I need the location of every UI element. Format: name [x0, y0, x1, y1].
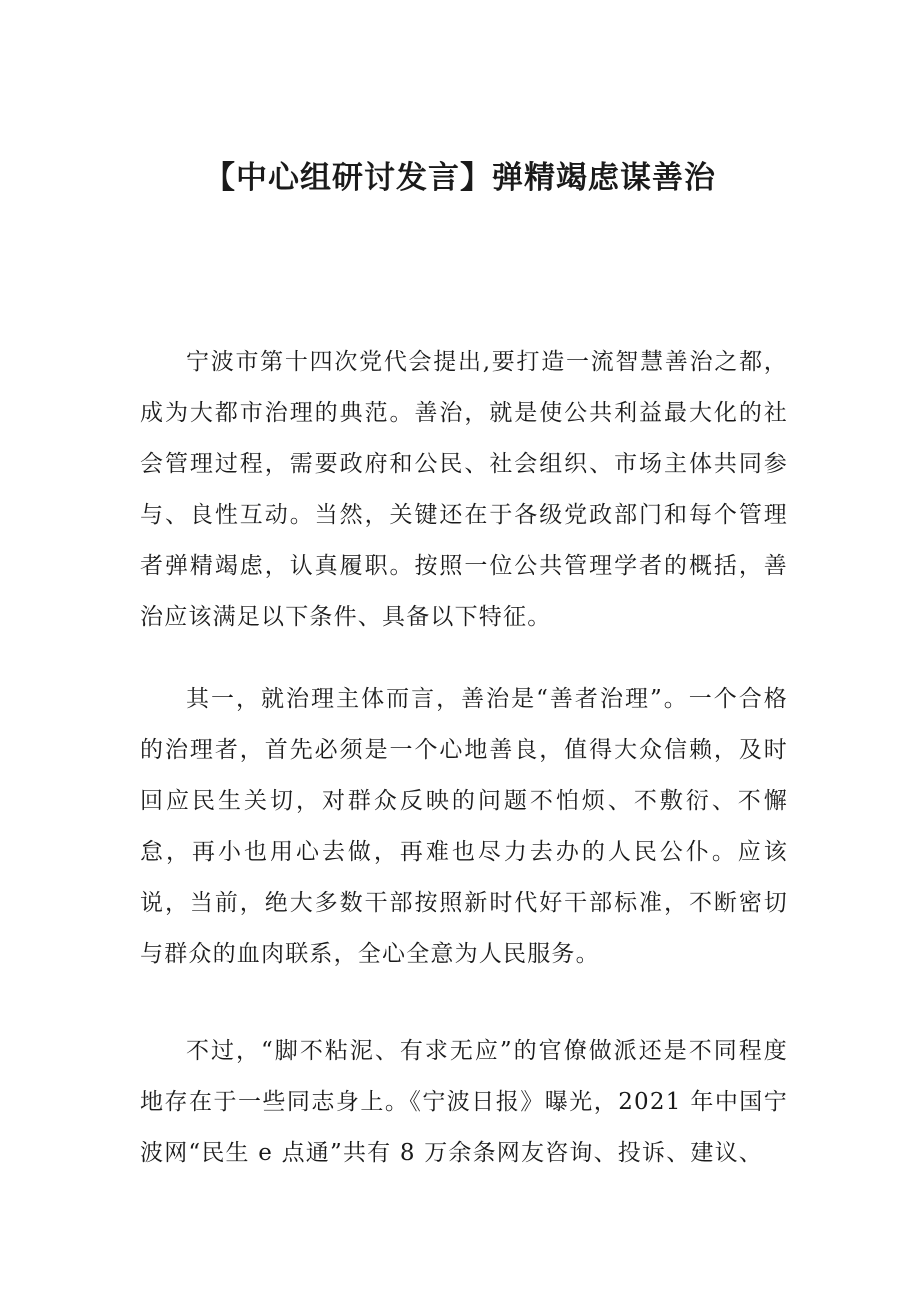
paragraph-1: 宁波市第十四次党代会提出,要打造一流智慧善治之都，成为大都市治理的典范。善治，就是使公共利益最大化的社会管理过程，需要政府和公民、社会组织、市场主体共同参与、良性互动。当然，关键还在于各级党政部门和每个管理者弹精竭虑，认真履职。按照一位公共管理学者的概括，善治应该满足以下条件、具备以下特征。 [140, 349, 788, 630]
document-title: 【中心组研讨发言】弹精竭虑谋善治 [204, 160, 716, 196]
paragraph-2: 其一，就治理主体而言，善治是“善者治理”。一个合格的治理者，首先必须是一个心地善良，值得大众信赖，及时回应民生关切，对群众反映的问题不怕烦、不敷衍、不懈怠，再小也用心去做，再难也尽力去办的人民公仆。应该说，当前，绝大多数干部按照新时代好干部标准，不断密切与群众的血肉联系，全心全意为人民服务。 [140, 686, 788, 967]
paragraph-3: 不过，“脚不粘泥、有求无应”的官僚做派还是不同程度地存在于一些同志身上。《宁波日报》曝光，2021 年中国宁波网“民生 e 点通”共有 8 万余条网友咨询、投诉、建议、 [140, 1038, 788, 1166]
